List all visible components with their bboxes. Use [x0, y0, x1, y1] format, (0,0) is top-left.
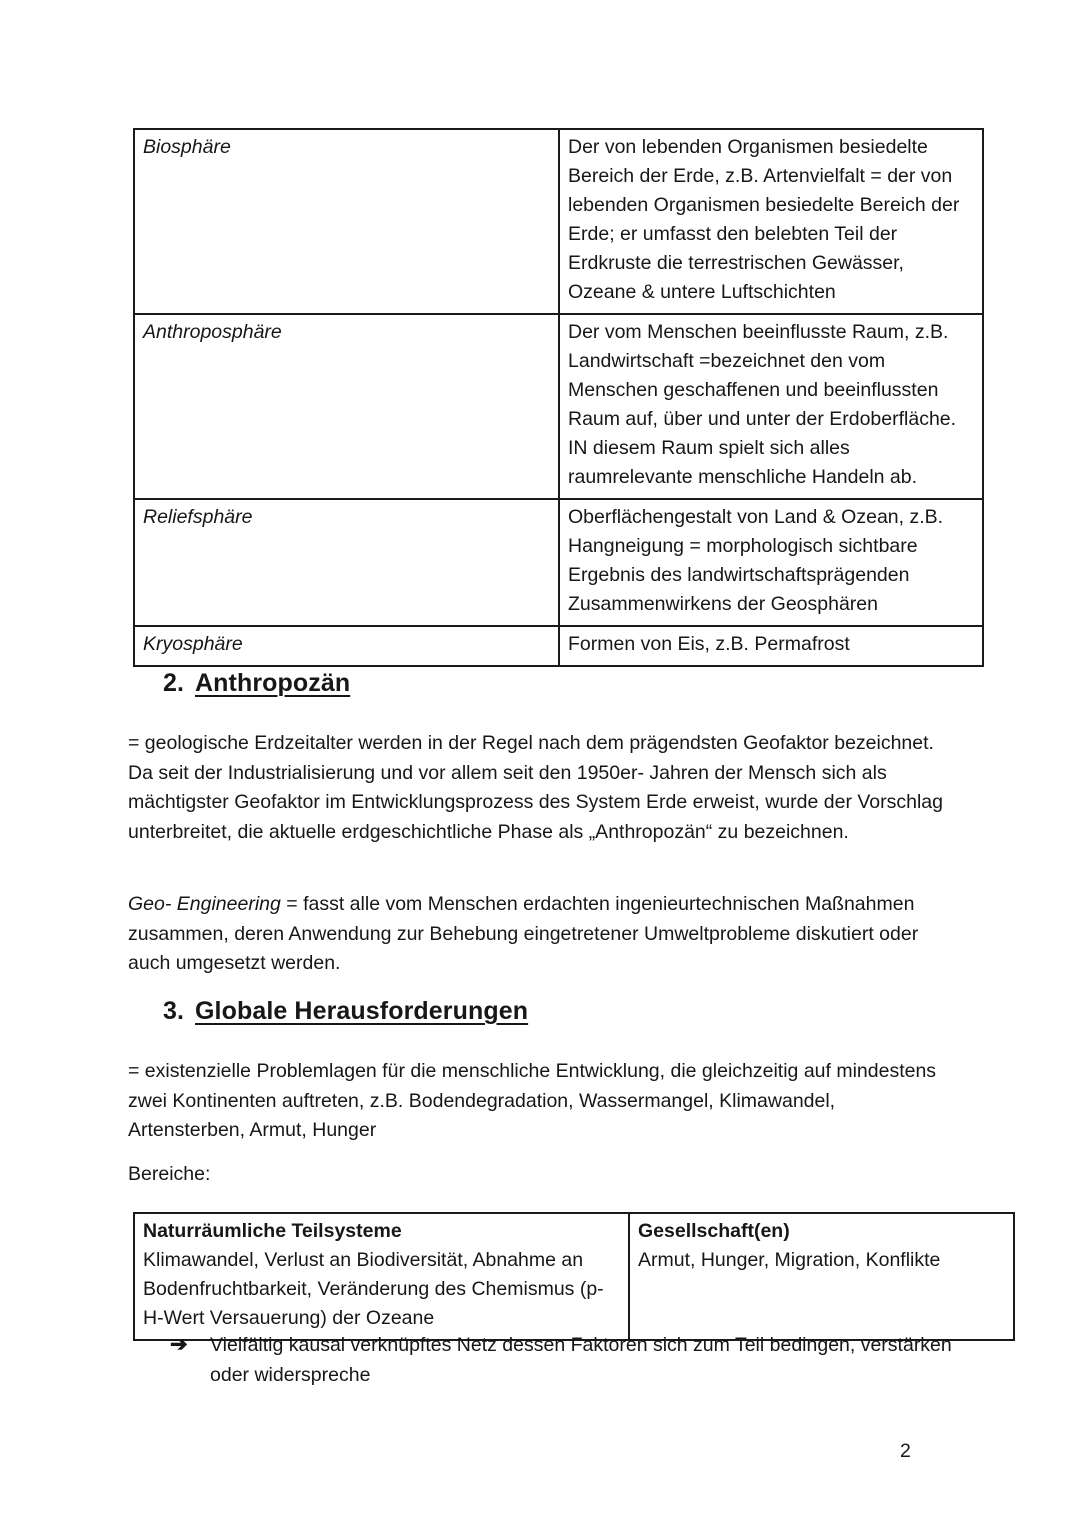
bereiche-table — [133, 1212, 1015, 1341]
table-row — [134, 499, 983, 626]
sphere-definition-reliefsphaere: Oberflächengestalt von Land & Ozean, z.B. Hangneigung = morphologisch sichtbare Ergebnis des landwirtschaftsprägenden Zusammenwirkens der Geosphären — [559, 499, 983, 626]
sphere-definition-anthroposphaere: Der vom Menschen beeinflusste Raum, z.B. Landwirtschaft =bezeichnet den vom Menschen geschaffenen und beeinflussten Raum auf, über und unter der Erdoberfläche. IN diesem Raum spielt sich alles raumrelevante menschliche Handeln ab. — [559, 314, 983, 499]
section-number: 3. — [163, 997, 185, 1025]
section-title: Anthropozän — [195, 669, 351, 697]
section-number: 2. — [163, 669, 185, 697]
table-row — [134, 1213, 1014, 1340]
geo-engineering-term: Geo- Engineering — [128, 893, 281, 915]
arrow-bullet-text: Vielfältig kausal verknüpftes Netz dessen Faktoren sich zum Teil bedingen, verstärken oder widerspreche — [210, 1334, 952, 1386]
geo-engineering-text: = fasst alle vom Menschen erdachten ingenieurtechnischen Maßnahmen zusammen, deren Anwendung zur Behebung eingetretener Umweltprobleme diskutiert oder auch umgesetzt werden. — [128, 893, 919, 974]
table-row — [134, 626, 983, 666]
paragraph-anthropozaen: = geologische Erdzeitalter werden in der Regel nach dem prägendsten Geofaktor bezeichnet. Da seit der Industrialisierung und vor allem seit den 1950er- Jahren der Mensch sich als mächtigster Geofaktor im Entwicklungsprozess des System Erde erweist, wurde der Vorschlag unterbreitet, die aktuelle erdgeschichtliche Phase als „Anthropozän“ zu bezeichnen. — [128, 732, 944, 843]
arrow-right-icon: ➔ — [170, 1333, 188, 1356]
paragraph-herausforderungen: = existenzielle Problemlagen für die menschliche Entwicklung, die gleichzeitig auf mindestens zwei Kontinenten auftreten, z.B. Bodendegradation, Wassermangel, Klimawandel, Artensterben, Armut, Hunger — [128, 1060, 937, 1141]
label-bereiche: Bereiche: — [128, 1163, 211, 1185]
section-heading-anthropozaen — [163, 669, 350, 698]
bereiche-header-gesellschaft: Gesellschaft(en) — [638, 1220, 790, 1242]
arrow-bullet-item — [170, 1330, 960, 1390]
bereiche-body-natur: Klimawandel, Verlust an Biodiversität, Abnahme an Bodenfruchtbarkeit, Veränderung des Chemismus (p-H-Wert Versauerung) der Ozeane — [143, 1249, 604, 1329]
section-heading-herausforderungen — [163, 997, 528, 1026]
sphere-term-kryosphaere: Kryosphäre — [134, 626, 559, 666]
table-row — [134, 314, 983, 499]
section-title: Globale Herausforderungen — [195, 997, 529, 1025]
page-number: 2 — [900, 1440, 911, 1462]
bereiche-header-natur: Naturräumliche Teilsysteme — [143, 1220, 402, 1242]
sphere-definition-kryosphaere: Formen von Eis, z.B. Permafrost — [559, 626, 983, 666]
bereiche-body-gesellschaft: Armut, Hunger, Migration, Konflikte — [638, 1249, 941, 1271]
sphere-term-anthroposphaere: Anthroposphäre — [134, 314, 559, 499]
bereiche-cell-natur — [134, 1213, 629, 1340]
sphere-term-reliefsphaere: Reliefsphäre — [134, 499, 559, 626]
sphere-term-biosphaere: Biosphäre — [134, 129, 559, 314]
paragraph-geo-engineering — [128, 890, 956, 979]
table-row — [134, 129, 983, 314]
bereiche-cell-gesellschaft — [629, 1213, 1014, 1340]
geospheres-table — [133, 128, 984, 667]
sphere-definition-biosphaere: Der von lebenden Organismen besiedelte Bereich der Erde, z.B. Artenvielfalt = der von lebenden Organismen besiedelte Bereich der Erde; er umfasst den belebten Teil der Erdkruste die terrestrischen Gewässer, Ozeane & untere Luftschichten — [559, 129, 983, 314]
